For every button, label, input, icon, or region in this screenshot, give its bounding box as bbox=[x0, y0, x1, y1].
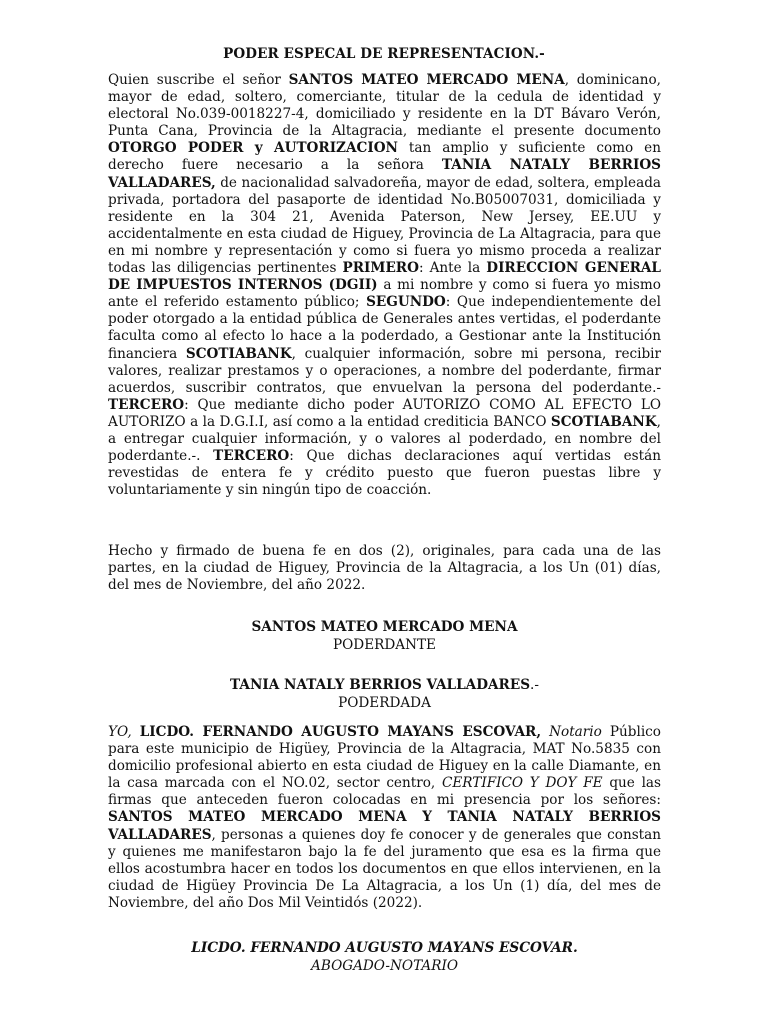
text-segment: Público para este municipio de Higüey, Provincia de la Altagracia, MAT No.5835 con domicilio profesional abierto en esta ciudad de Higuey en la calle Diamante, en la casa marcada con el NO.02, sector centro, bbox=[108, 724, 661, 792]
text-segment: tan amplio y suficiente como en derecho fuere necesario a la señora bbox=[108, 140, 661, 174]
document-title: PODER ESPECAL DE REPRESENTACION.- bbox=[223, 46, 545, 62]
signature-role: PODERDADA bbox=[338, 694, 431, 711]
parties-names: SANTOS MATEO MERCADO MENA Y TANIA NATALY BERRIOS VALLADARES bbox=[108, 809, 661, 843]
text-segment: YO, bbox=[108, 724, 140, 740]
notary-name: LICDO. FERNANDO AUGUSTO MAYANS ESCOVAR, bbox=[139, 724, 542, 740]
text-segment bbox=[541, 724, 549, 740]
institution-dgii: DIRECCION GENERAL DE IMPUESTOS INTERNOS (DGII) bbox=[108, 260, 661, 294]
paragraph-signing: Hecho y firmado de buena fe en dos (2), originales, para cada una de las partes, en la ciudad de Higuey, Provincia de la Altagracia, a los Un (01) días, del mes de Noviembre, del año 2022. bbox=[108, 543, 661, 594]
clause-third: TERCERO bbox=[213, 448, 290, 465]
clause-first: PRIMERO bbox=[342, 260, 419, 277]
text-segment: : Que mediante dicho poder AUTORIZO COMO AL EFECTO LO AUTORIZO a la D.G.I.I, así como a la entidad crediticia BANCO bbox=[108, 396, 661, 430]
text-segment: : Ante la bbox=[418, 260, 487, 277]
grant-phrase: OTORGO PODER y AUTORIZACION bbox=[108, 140, 398, 157]
certification-phrase: CERTIFICO Y DOY FE bbox=[441, 775, 603, 792]
paragraph-power-grant bbox=[108, 72, 661, 499]
signature-name: SANTOS MATEO MERCADO MENA bbox=[251, 619, 518, 635]
text-segment: que las firmas que anteceden fueron colocadas en mi presencia por los señores: bbox=[108, 775, 661, 809]
text-segment: : Que dichas declaraciones aquí vertidas están revestidas de entera fe y crédito puesto que fueron puestas libre y voluntariamente y sin ningún tipo de coacción. bbox=[108, 448, 661, 499]
signature-block-grantor bbox=[108, 619, 661, 654]
text-segment: , a entregar cualquier información, y o valores al poderdado, en nombre del poderdante.-. bbox=[108, 413, 661, 465]
grantor-name: SANTOS MATEO MERCADO MENA bbox=[288, 72, 565, 88]
text-segment: : Que independientemente del poder otorgado a la entidad pública de Generales antes vertidas, el poderdante faculta como al efecto lo hace a la poderdado, a Gestionar ante la Institución financiera bbox=[108, 294, 661, 362]
text-segment: , dominicano, mayor de edad, soltero, comerciante, titular de la cedula de identidad y electoral No.039-0018227-4, domiciliado y residente en la DT Bávaro Verón, Punta Cana, Provincia de la Altagracia, mediante el presente documento bbox=[108, 72, 661, 140]
clause-third: TERCERO bbox=[108, 396, 185, 413]
text-segment: , cualquier información, sobre mi persona, recibir valores, realizar prestamos y o operaciones, a nombre del poderdante, firmar acuerdos, suscribir contratos, que envuelvan la persona del poderdante.- bbox=[108, 345, 661, 396]
signature-role: PODERDANTE bbox=[333, 636, 436, 653]
paragraph-notary-certification bbox=[108, 724, 661, 912]
bank-name: SCOTIABANK bbox=[185, 345, 292, 362]
signature-role: ABOGADO-NOTARIO bbox=[311, 957, 458, 974]
signature-suffix: .- bbox=[530, 677, 539, 693]
text-segment: Quien suscribe el señor bbox=[108, 72, 289, 88]
clause-second: SEGUNDO bbox=[366, 294, 446, 311]
signature-name: LICDO. FERNANDO AUGUSTO MAYANS ESCOVAR. bbox=[191, 940, 578, 956]
text-segment: de nacionalidad salvadoreña, mayor de edad, soltera, empleada privada, portadora del pasaporte de identidad No.B05007031, domiciliada y residente en la 304 21, Avenida Paterson, New Jersey, EE.UU y accidentalmente en esta ciudad de Higuey, Provincia de La Altagracia, para que en mi nombre y representación y como si fuera yo mismo proceda a realizar todas las diligencias pertinentes bbox=[108, 174, 661, 277]
grantee-name: TANIA NATALY BERRIOS VALLADARES, bbox=[108, 157, 661, 191]
text-segment: a mi nombre y como si fuera yo mismo ante el referido estamento público; bbox=[108, 277, 661, 311]
signature-name: TANIA NATALY BERRIOS VALLADARES bbox=[230, 677, 531, 693]
signature-block-notary bbox=[108, 940, 661, 975]
signature-block-grantee bbox=[108, 677, 661, 712]
bank-name: SCOTIABANK bbox=[550, 413, 657, 430]
notary-title: Notario bbox=[549, 724, 602, 740]
text-segment: , personas a quienes doy fe conocer y de generales que constan y quienes me manifestaron bajo la fe del juramento que esa es la firma que ellos acostumbra hacer en todos los documentos en que ellos intervienen, en la ciudad de Higüey Provincia De La Altagracia, a los Un (1) día, del mes de Noviembre, del año Dos Mil Veintidós (2022). bbox=[108, 826, 661, 911]
